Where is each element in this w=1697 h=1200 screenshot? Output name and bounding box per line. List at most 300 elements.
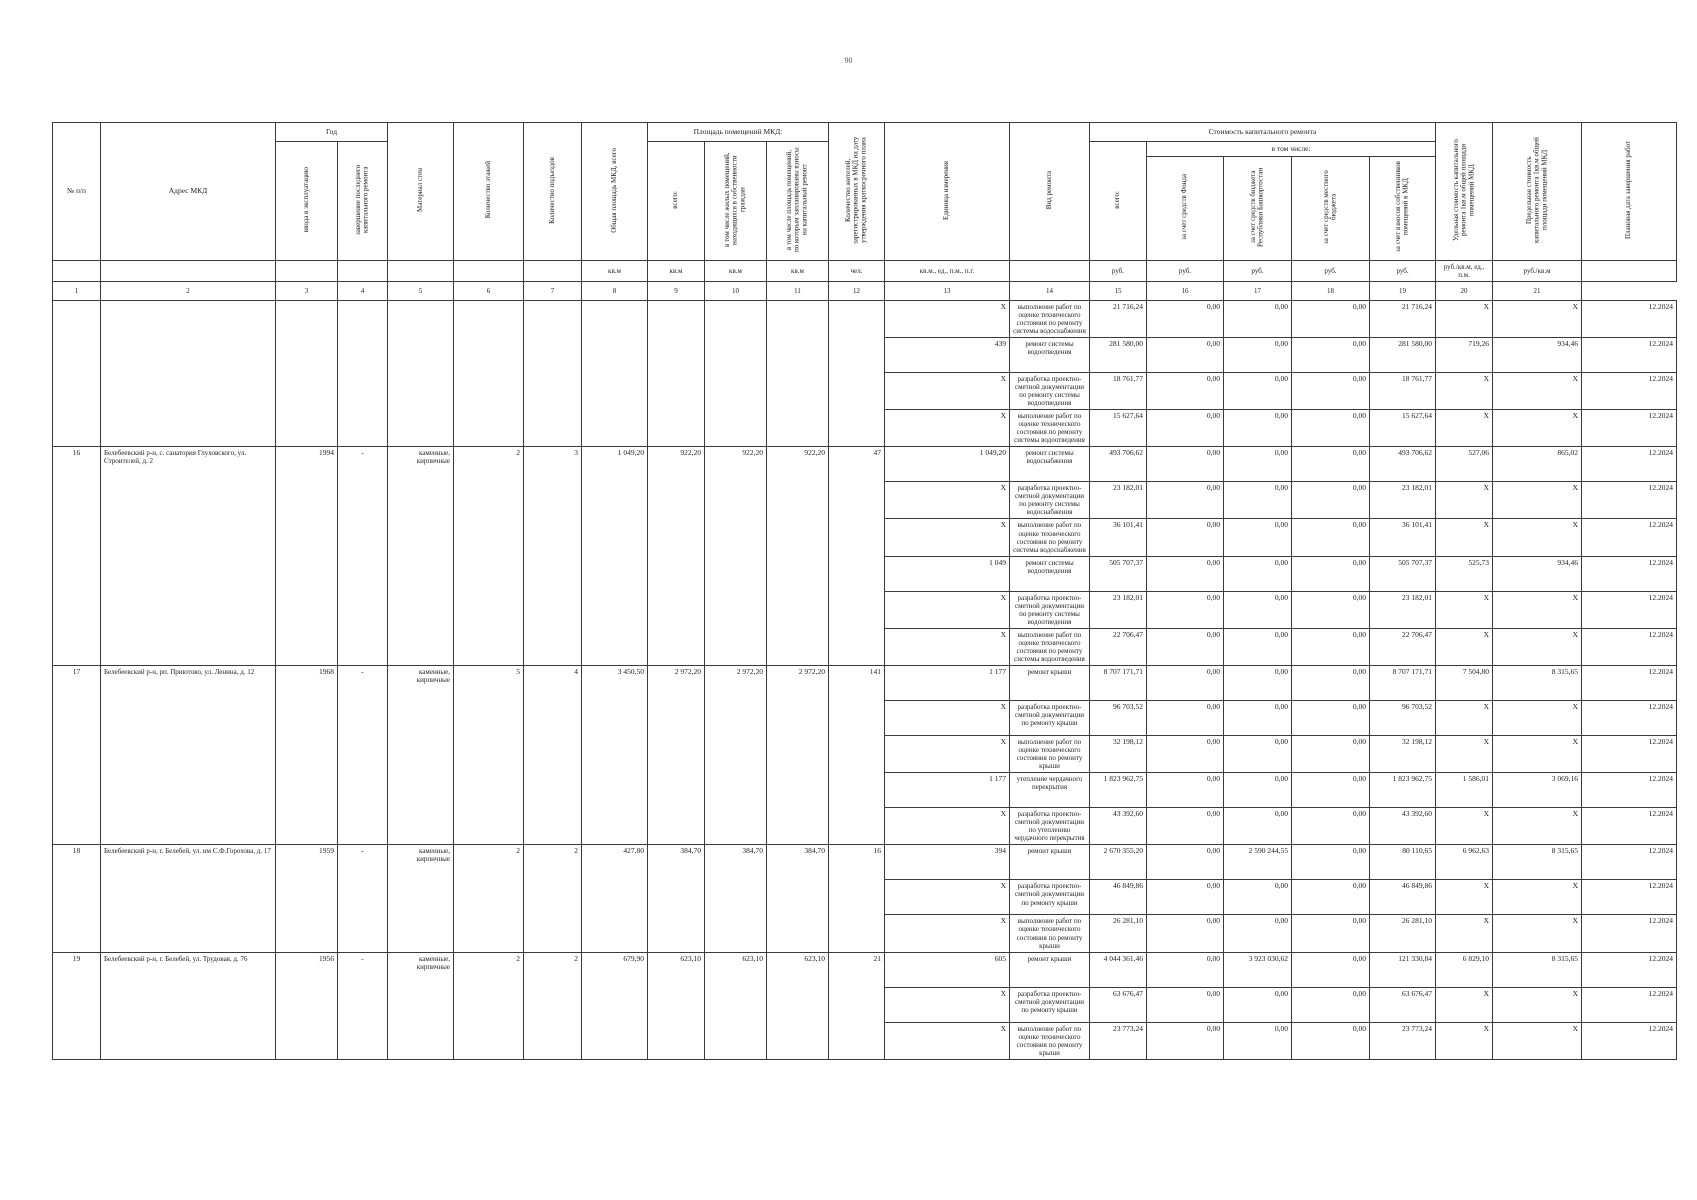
cost-owners: 32 198,12: [1370, 736, 1436, 773]
header-commissioning: ввода в эксплуатацию: [276, 142, 338, 261]
area-repair: 2 972,20: [705, 666, 767, 845]
cost-local: 0,00: [1292, 447, 1370, 482]
cost-local: 0,00: [1292, 773, 1370, 808]
deadline: 12.2024: [1582, 987, 1677, 1022]
cost-owners: 26 281,10: [1370, 915, 1436, 952]
table-row: [53, 666, 1677, 701]
cost-total: 23 182,01: [1090, 591, 1147, 628]
unit-value: X: [885, 736, 1010, 773]
deadline: 12.2024: [1582, 556, 1677, 591]
unit-value: 394: [885, 845, 1010, 880]
column-number: 16: [1147, 281, 1224, 300]
unit-value: 605: [885, 952, 1010, 987]
building-no: 17: [53, 666, 101, 845]
building-address: Белебеевский р-н, г. Белебей, ул. им С.Ф.Горохова, д. 17: [101, 845, 276, 952]
area-total-empty: [648, 300, 705, 447]
column-number: 8: [582, 281, 648, 300]
unit-cell: руб.: [1370, 260, 1436, 281]
deadline: 12.2024: [1582, 666, 1677, 701]
max-cost: 8 315,65: [1493, 666, 1582, 701]
max-cost: 865,02: [1493, 447, 1582, 482]
page-number: 90: [844, 56, 853, 65]
unit-value: X: [885, 701, 1010, 736]
building-no-empty: [53, 300, 101, 447]
work-type: выполнение работ по оценке технического состояния по ремонту крыши: [1010, 1022, 1090, 1059]
cost-owners: 36 101,41: [1370, 519, 1436, 556]
cost-fund: 0,00: [1147, 482, 1224, 519]
cost-fund: 0,00: [1147, 736, 1224, 773]
deadline: 12.2024: [1582, 482, 1677, 519]
deadline: 12.2024: [1582, 591, 1677, 628]
cost-republic: 0,00: [1224, 773, 1292, 808]
cost-total: 96 703,52: [1090, 701, 1147, 736]
cost-local: 0,00: [1292, 372, 1370, 409]
header-entrances: Количество подъездов: [524, 123, 582, 261]
cost-owners: 493 706,62: [1370, 447, 1436, 482]
cost-owners: 46 849,86: [1370, 880, 1436, 915]
max-cost: 934,46: [1493, 556, 1582, 591]
work-type: ремонт крыши: [1010, 952, 1090, 987]
cost-owners: 281 580,00: [1370, 337, 1436, 372]
max-cost: X: [1493, 372, 1582, 409]
unit-cost: X: [1436, 987, 1493, 1022]
cost-owners: 8 707 171,71: [1370, 666, 1436, 701]
area-total: 623,10: [648, 952, 705, 1059]
unit-value: X: [885, 915, 1010, 952]
column-number: 19: [1370, 281, 1436, 300]
cost-local: 0,00: [1292, 915, 1370, 952]
cost-local: 0,00: [1292, 628, 1370, 665]
cost-republic: 0,00: [1224, 410, 1292, 447]
wall-material: каменные, кирпичные: [388, 845, 454, 952]
cost-total: 4 044 361,46: [1090, 952, 1147, 987]
cost-republic: 0,00: [1224, 482, 1292, 519]
unit-cost: 6 962,63: [1436, 845, 1493, 880]
header-max-cost: Предельная стоимость капитального ремонта 1кв.м общей площади помещений МКД: [1493, 123, 1582, 261]
cost-republic: 0,00: [1224, 701, 1292, 736]
cost-local: 0,00: [1292, 701, 1370, 736]
cost-local: 0,00: [1292, 1022, 1370, 1059]
unit-cost: X: [1436, 736, 1493, 773]
floors-count-empty: [454, 300, 524, 447]
area-total: 384,70: [648, 845, 705, 952]
unit-cost: X: [1436, 808, 1493, 845]
table-row: [53, 300, 1677, 337]
last-repair-year-empty: [338, 300, 388, 447]
cost-total: 15 627,64: [1090, 410, 1147, 447]
cost-republic: 0,00: [1224, 519, 1292, 556]
deadline: 12.2024: [1582, 736, 1677, 773]
work-type: ремонт системы водоснабжения: [1010, 447, 1090, 482]
residents-count: 141: [829, 666, 885, 845]
cost-total: 23 773,24: [1090, 1022, 1147, 1059]
unit-cell: кв.м: [648, 260, 705, 281]
work-type: разработка проектно-сметной документации по ремонту крыши: [1010, 880, 1090, 915]
cost-republic: 0,00: [1224, 1022, 1292, 1059]
unit-cost: X: [1436, 591, 1493, 628]
cost-owners: 121 330,84: [1370, 952, 1436, 987]
cost-total: 281 580,00: [1090, 337, 1147, 372]
unit-value: X: [885, 372, 1010, 409]
unit-cell: руб./кв.м, ед., п.м.: [1436, 260, 1493, 281]
area-repair-empty: [705, 300, 767, 447]
cost-republic: 0,00: [1224, 808, 1292, 845]
unit-value: X: [885, 300, 1010, 337]
header-work-type: Вид ремонта: [1010, 123, 1090, 261]
unit-cost: 527,06: [1436, 447, 1493, 482]
header-address: Адрес МКД: [101, 123, 276, 261]
unit-cost: 1 586,01: [1436, 773, 1493, 808]
unit-cell: кв.м: [582, 260, 648, 281]
cost-total: 1 823 962,75: [1090, 773, 1147, 808]
unit-value: X: [885, 519, 1010, 556]
cost-fund: 0,00: [1147, 300, 1224, 337]
building-address: Белебеевский р-н, с. санатория Глуховского, ул. Строителей, д. 2: [101, 447, 276, 666]
cost-owners: 22 706,47: [1370, 628, 1436, 665]
column-number: 2: [101, 281, 276, 300]
unit-cell: руб.: [1292, 260, 1370, 281]
cost-fund: 0,00: [1147, 628, 1224, 665]
deadline: 12.2024: [1582, 952, 1677, 987]
last-repair-year: -: [338, 447, 388, 666]
cost-local: 0,00: [1292, 666, 1370, 701]
column-number: 3: [276, 281, 338, 300]
entrances-count: 4: [524, 666, 582, 845]
wall-material: каменные, кирпичные: [388, 952, 454, 1059]
unit-cost: 525,73: [1436, 556, 1493, 591]
work-type: ремонт системы водоотведения: [1010, 337, 1090, 372]
unit-cell: чел.: [829, 260, 885, 281]
cost-owners: 21 716,24: [1370, 300, 1436, 337]
column-number: 12: [829, 281, 885, 300]
residents-count: 47: [829, 447, 885, 666]
table-body: [53, 300, 1677, 1059]
wall-material: каменные, кирпичные: [388, 666, 454, 845]
cost-local: 0,00: [1292, 300, 1370, 337]
cost-fund: 0,00: [1147, 666, 1224, 701]
column-number: 17: [1224, 281, 1292, 300]
cost-local: 0,00: [1292, 519, 1370, 556]
header-deadline: Плановая дата завершения работ: [1582, 123, 1677, 261]
entrances-count: 2: [524, 952, 582, 1059]
entrances-count: 3: [524, 447, 582, 666]
cost-fund: 0,00: [1147, 773, 1224, 808]
commissioning-year: 1959: [276, 845, 338, 952]
building-address: Белебеевский р-н, г. Белебей, ул. Трудовая, д. 76: [101, 952, 276, 1059]
cost-republic: 0,00: [1224, 628, 1292, 665]
cost-total: 26 281,10: [1090, 915, 1147, 952]
unit-value: 1 049,20: [885, 447, 1010, 482]
total-area: 679,90: [582, 952, 648, 1059]
cost-republic: 0,00: [1224, 666, 1292, 701]
cost-republic: 0,00: [1224, 556, 1292, 591]
entrances-count-empty: [524, 300, 582, 447]
header-last-repair: завершение последнего капитального ремонта: [338, 142, 388, 261]
cost-fund: 0,00: [1147, 808, 1224, 845]
unit-cost: X: [1436, 482, 1493, 519]
cost-total: 63 676,47: [1090, 987, 1147, 1022]
table-row: [53, 447, 1677, 482]
building-no: 18: [53, 845, 101, 952]
cost-local: 0,00: [1292, 845, 1370, 880]
unit-value: 1 049: [885, 556, 1010, 591]
column-number: 5: [388, 281, 454, 300]
deadline: 12.2024: [1582, 447, 1677, 482]
cost-owners: 80 110,65: [1370, 845, 1436, 880]
column-number: 1: [53, 281, 101, 300]
cost-local: 0,00: [1292, 591, 1370, 628]
deadline: 12.2024: [1582, 915, 1677, 952]
unit-value: 1 177: [885, 773, 1010, 808]
work-type: утепление чердачного перекрытия: [1010, 773, 1090, 808]
building-no: 19: [53, 952, 101, 1059]
cost-local: 0,00: [1292, 880, 1370, 915]
column-number: 14: [1010, 281, 1090, 300]
cost-local: 0,00: [1292, 808, 1370, 845]
header-area-total: всего:: [648, 142, 705, 261]
unit-cost: X: [1436, 372, 1493, 409]
header-unit-cost: Удельная стоимость капитального ремонта 1кв.м общей площади помещений МКД: [1436, 123, 1493, 261]
column-number: 20: [1436, 281, 1493, 300]
cost-republic: 0,00: [1224, 372, 1292, 409]
entrances-count: 2: [524, 845, 582, 952]
unit-cost: X: [1436, 519, 1493, 556]
header-area-owned: в том числе жилых помещений, находящихся в собственности граждан: [705, 142, 767, 261]
deadline: 12.2024: [1582, 1022, 1677, 1059]
total-area: 3 450,50: [582, 666, 648, 845]
cost-owners: 1 823 962,75: [1370, 773, 1436, 808]
header-area-group: Площадь помещений МКД:: [648, 123, 829, 142]
wall-material-empty: [388, 300, 454, 447]
cost-owners: 15 627,64: [1370, 410, 1436, 447]
cost-republic: 0,00: [1224, 300, 1292, 337]
cost-fund: 0,00: [1147, 410, 1224, 447]
deadline: 12.2024: [1582, 880, 1677, 915]
deadline: 12.2024: [1582, 701, 1677, 736]
max-cost: X: [1493, 701, 1582, 736]
header-cost-owners: за счет взносов собственников помещений в МКД: [1370, 157, 1436, 261]
area-repair: 623,10: [705, 952, 767, 1059]
cost-fund: 0,00: [1147, 372, 1224, 409]
header-unit: Единица измерения: [885, 123, 1010, 261]
work-type: ремонт крыши: [1010, 845, 1090, 880]
max-cost: 3 069,16: [1493, 773, 1582, 808]
column-number: 6: [454, 281, 524, 300]
cost-owners: 96 703,52: [1370, 701, 1436, 736]
cost-owners: 43 392,60: [1370, 808, 1436, 845]
max-cost: X: [1493, 300, 1582, 337]
unit-cost: 7 504,80: [1436, 666, 1493, 701]
deadline: 12.2024: [1582, 808, 1677, 845]
column-number: 21: [1493, 281, 1582, 300]
building-address: Белебеевский р-н, рп. Приютово, ул. Ленина, д. 12: [101, 666, 276, 845]
deadline: 12.2024: [1582, 372, 1677, 409]
cost-owners: 18 761,77: [1370, 372, 1436, 409]
unit-cell: кв.м: [767, 260, 829, 281]
cost-local: 0,00: [1292, 556, 1370, 591]
max-cost: X: [1493, 482, 1582, 519]
cost-republic: 0,00: [1224, 987, 1292, 1022]
last-repair-year: -: [338, 845, 388, 952]
work-type: разработка проектно-сметной документации по утеплению чердачного перекрытия: [1010, 808, 1090, 845]
cost-total: 21 716,24: [1090, 300, 1147, 337]
column-number: 4: [338, 281, 388, 300]
column-number: 13: [885, 281, 1010, 300]
area-repair-planned-empty: [767, 300, 829, 447]
residents-count: 16: [829, 845, 885, 952]
unit-value: X: [885, 987, 1010, 1022]
max-cost: 8 315,65: [1493, 952, 1582, 987]
unit-cost: 719,26: [1436, 337, 1493, 372]
last-repair-year: -: [338, 666, 388, 845]
cost-fund: 0,00: [1147, 337, 1224, 372]
cost-fund: 0,00: [1147, 447, 1224, 482]
commissioning-year: 1968: [276, 666, 338, 845]
unit-cost: X: [1436, 915, 1493, 952]
cost-fund: 0,00: [1147, 987, 1224, 1022]
unit-cell: кв.м: [705, 260, 767, 281]
cost-owners: 23 182,01: [1370, 591, 1436, 628]
cost-fund: 0,00: [1147, 556, 1224, 591]
unit-cost: X: [1436, 628, 1493, 665]
commissioning-year-empty: [276, 300, 338, 447]
max-cost: X: [1493, 736, 1582, 773]
header-total-area: Общая площадь МКД, всего: [582, 123, 648, 261]
commissioning-year: 1994: [276, 447, 338, 666]
unit-value: 439: [885, 337, 1010, 372]
column-number: 9: [648, 281, 705, 300]
cost-fund: 0,00: [1147, 591, 1224, 628]
cost-total: 8 707 171,71: [1090, 666, 1147, 701]
cost-total: 23 182,01: [1090, 482, 1147, 519]
cost-fund: 0,00: [1147, 845, 1224, 880]
work-type: ремонт системы водоотведения: [1010, 556, 1090, 591]
work-type: разработка проектно-сметной документации по ремонту системы водоотведения: [1010, 372, 1090, 409]
cost-local: 0,00: [1292, 337, 1370, 372]
deadline: 12.2024: [1582, 628, 1677, 665]
cost-republic: 2 590 244,55: [1224, 845, 1292, 880]
cost-republic: 0,00: [1224, 915, 1292, 952]
column-number: 11: [767, 281, 829, 300]
header-cost-subgroup: в том числе:: [1147, 142, 1436, 157]
deadline: 12.2024: [1582, 410, 1677, 447]
max-cost: X: [1493, 628, 1582, 665]
residents-count: 21: [829, 952, 885, 1059]
max-cost: X: [1493, 808, 1582, 845]
unit-value: X: [885, 880, 1010, 915]
unit-cost: X: [1436, 410, 1493, 447]
deadline: 12.2024: [1582, 300, 1677, 337]
wall-material: каменные, кирпичные: [388, 447, 454, 666]
residents-count-empty: [829, 300, 885, 447]
unit-cost: X: [1436, 701, 1493, 736]
column-number: 15: [1090, 281, 1147, 300]
max-cost: X: [1493, 1022, 1582, 1059]
cost-owners: 505 707,37: [1370, 556, 1436, 591]
cost-local: 0,00: [1292, 952, 1370, 987]
area-repair: 384,70: [705, 845, 767, 952]
header-cost-group: Стоимость капитального ремонта: [1090, 123, 1436, 142]
max-cost: X: [1493, 410, 1582, 447]
last-repair-year: -: [338, 952, 388, 1059]
building-address-empty: [101, 300, 276, 447]
cost-republic: 0,00: [1224, 880, 1292, 915]
work-type: выполнение работ по оценке технического состояния по ремонту системы водоснабжения: [1010, 519, 1090, 556]
max-cost: X: [1493, 880, 1582, 915]
cost-total: 505 707,37: [1090, 556, 1147, 591]
area-total: 922,20: [648, 447, 705, 666]
unit-cell: руб.: [1090, 260, 1147, 281]
cost-republic: 0,00: [1224, 736, 1292, 773]
area-repair-planned: 623,10: [767, 952, 829, 1059]
cost-total: 32 198,12: [1090, 736, 1147, 773]
cost-total: 493 706,62: [1090, 447, 1147, 482]
cost-owners: 23 182,01: [1370, 482, 1436, 519]
header-residents: Количество жителей, зарегистрированных в МКД на дату утверждения краткосрочного плана: [829, 123, 885, 261]
cost-total: 46 849,86: [1090, 880, 1147, 915]
cost-total: 2 670 355,20: [1090, 845, 1147, 880]
units-row: [53, 260, 1677, 281]
header-floors: Количество этажей: [454, 123, 524, 261]
cost-republic: 0,00: [1224, 447, 1292, 482]
header-area-repair: в том числе площадь помещений, по которым запланированы взносы на капитальный ремонт: [767, 142, 829, 261]
cost-fund: 0,00: [1147, 952, 1224, 987]
work-type: ремонт крыши: [1010, 666, 1090, 701]
cost-local: 0,00: [1292, 482, 1370, 519]
header-year-group: Год: [276, 123, 388, 142]
unit-cost: X: [1436, 300, 1493, 337]
header-cost-total: всего:: [1090, 142, 1147, 261]
column-numbers-row: [53, 281, 1677, 300]
max-cost: X: [1493, 519, 1582, 556]
deadline: 12.2024: [1582, 773, 1677, 808]
cost-local: 0,00: [1292, 987, 1370, 1022]
floors-count: 5: [454, 666, 524, 845]
header-walls: Материал стен: [388, 123, 454, 261]
cost-total: 18 761,77: [1090, 372, 1147, 409]
unit-value: X: [885, 591, 1010, 628]
unit-value: X: [885, 482, 1010, 519]
cost-local: 0,00: [1292, 736, 1370, 773]
unit-cost: 6 829,10: [1436, 952, 1493, 987]
work-type: разработка проектно-сметной документации по ремонту крыши: [1010, 987, 1090, 1022]
cost-total: 36 101,41: [1090, 519, 1147, 556]
commissioning-year: 1956: [276, 952, 338, 1059]
unit-value: X: [885, 808, 1010, 845]
column-number: 10: [705, 281, 767, 300]
table-row: [53, 952, 1677, 987]
header-no: № п/п: [53, 123, 101, 261]
unit-cell: руб./кв.м: [1493, 260, 1582, 281]
cost-total: 43 392,60: [1090, 808, 1147, 845]
floors-count: 2: [454, 447, 524, 666]
unit-cost: X: [1436, 880, 1493, 915]
total-area: 427,80: [582, 845, 648, 952]
floors-count: 2: [454, 952, 524, 1059]
deadline: 12.2024: [1582, 337, 1677, 372]
area-repair-planned: 384,70: [767, 845, 829, 952]
max-cost: X: [1493, 915, 1582, 952]
unit-cell: руб.: [1147, 260, 1224, 281]
work-type: выполнение работ по оценке технического состояния по ремонту системы водоснабжения: [1010, 300, 1090, 337]
max-cost: 8 315,65: [1493, 845, 1582, 880]
work-type: разработка проектно-сметной документации по ремонту крыши: [1010, 701, 1090, 736]
cost-fund: 0,00: [1147, 1022, 1224, 1059]
total-area: 1 049,20: [582, 447, 648, 666]
column-number: 7: [524, 281, 582, 300]
cost-owners: 23 773,24: [1370, 1022, 1436, 1059]
unit-value: X: [885, 1022, 1010, 1059]
